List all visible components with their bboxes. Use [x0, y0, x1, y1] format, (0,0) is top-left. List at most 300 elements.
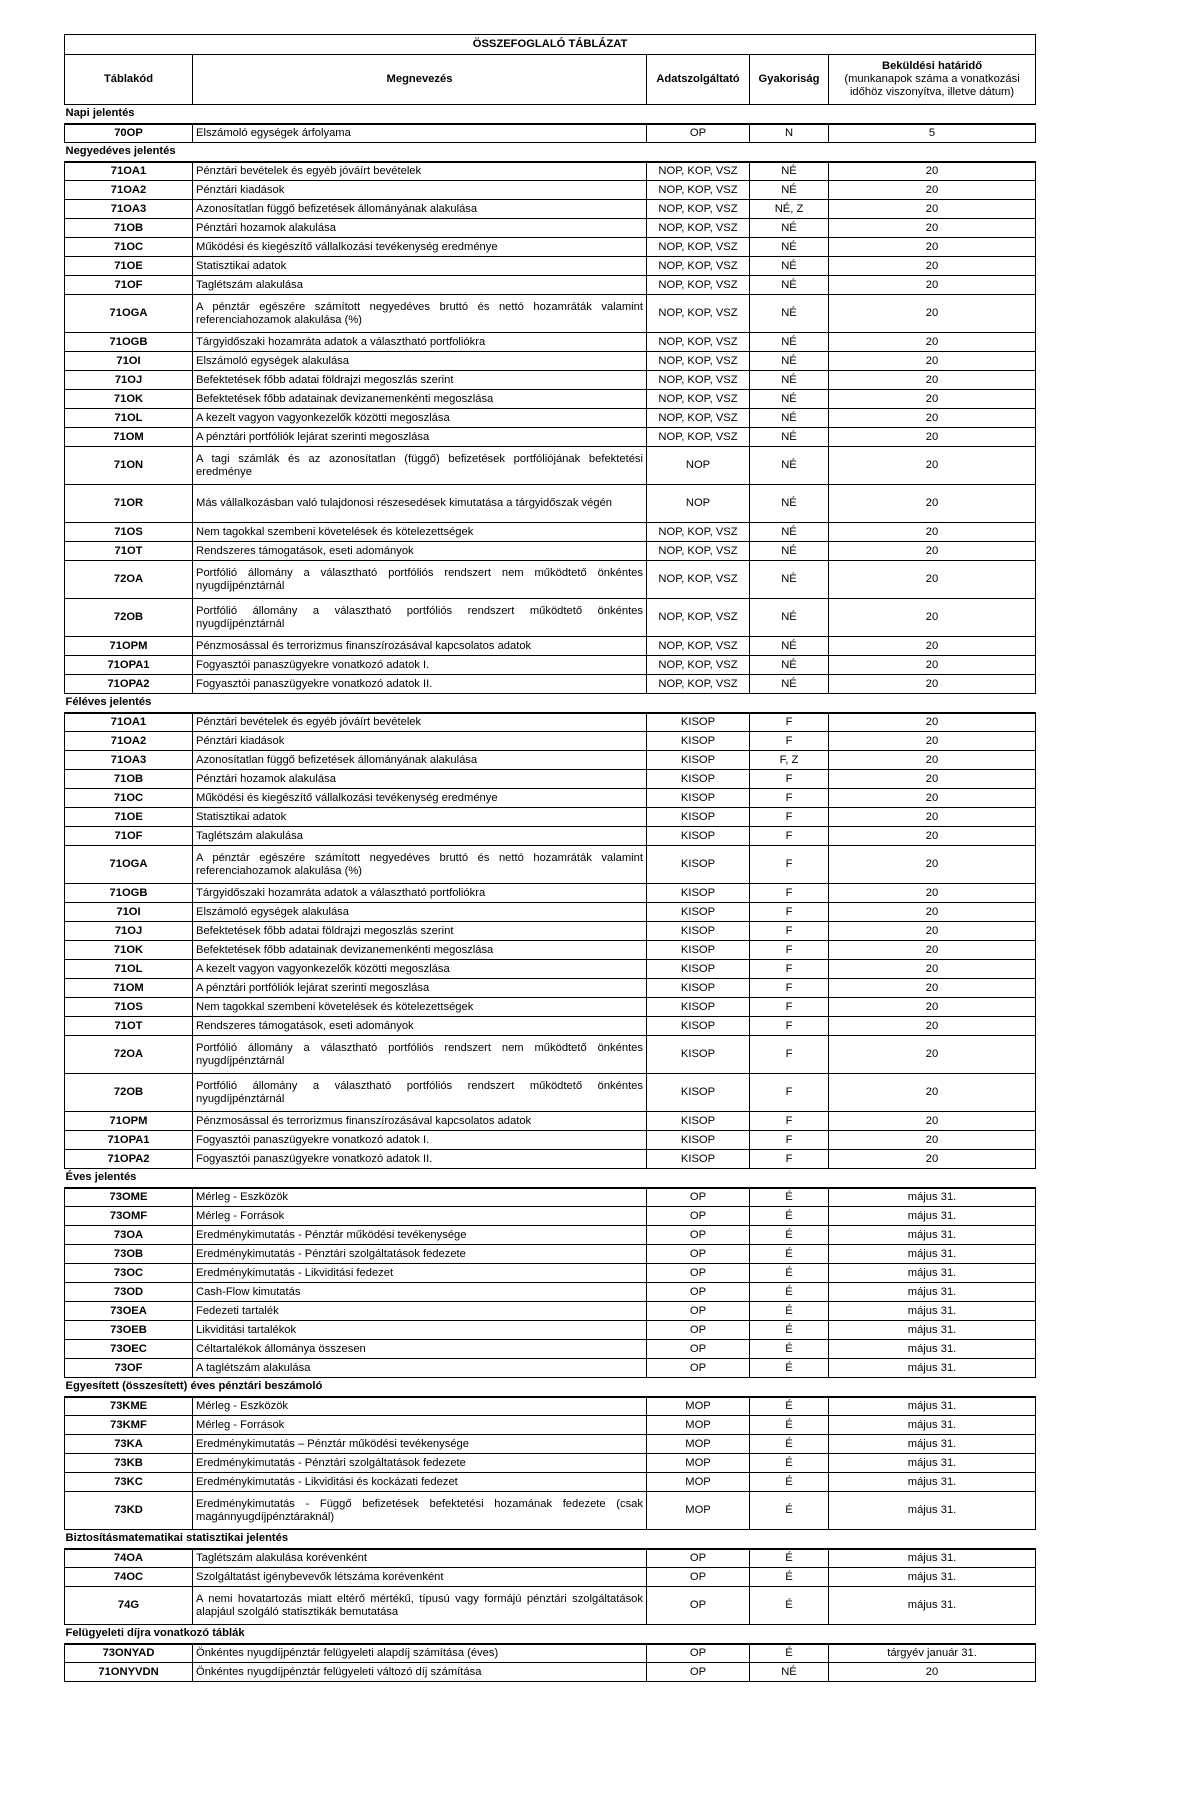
table-row	[65, 1340, 1036, 1359]
row-code: 71OB	[65, 219, 193, 238]
row-code: 71OGB	[65, 884, 193, 903]
row-provider: NOP	[647, 447, 750, 485]
row-name: Eredménykimutatás - Likviditási fedezet	[193, 1264, 647, 1283]
row-code: 71OE	[65, 257, 193, 276]
row-deadline: 20	[829, 1131, 1036, 1150]
table-row	[65, 1112, 1036, 1131]
table-row	[65, 599, 1036, 637]
row-frequency: F	[750, 808, 829, 827]
row-name: Statisztikai adatok	[193, 257, 647, 276]
table-row	[65, 1492, 1036, 1530]
row-name: Eredménykimutatás - Pénztári szolgáltatások fedezete	[193, 1454, 647, 1473]
row-name: Cash-Flow kimutatás	[193, 1283, 647, 1302]
row-name: Mérleg - Eszközök	[193, 1397, 647, 1416]
row-deadline: május 31.	[829, 1454, 1036, 1473]
row-deadline: május 31.	[829, 1188, 1036, 1207]
row-code: 73KB	[65, 1454, 193, 1473]
row-deadline: 20	[829, 200, 1036, 219]
row-deadline: 20	[829, 979, 1036, 998]
row-frequency: NÉ	[750, 599, 829, 637]
row-deadline: május 31.	[829, 1207, 1036, 1226]
row-deadline: 20	[829, 827, 1036, 846]
section-row	[65, 1169, 1036, 1188]
row-frequency: NÉ	[750, 295, 829, 333]
row-code: 71ON	[65, 447, 193, 485]
row-name: Eredménykimutatás - Pénztári szolgáltatások fedezete	[193, 1245, 647, 1264]
row-deadline: 20	[829, 1150, 1036, 1169]
row-frequency: NÉ	[750, 238, 829, 257]
row-deadline: 20	[829, 162, 1036, 181]
row-frequency: NÉ	[750, 561, 829, 599]
row-deadline: május 31.	[829, 1283, 1036, 1302]
row-code: 71OGB	[65, 333, 193, 352]
row-frequency: É	[750, 1321, 829, 1340]
table-row	[65, 1226, 1036, 1245]
row-frequency: É	[750, 1587, 829, 1625]
row-provider: OP	[647, 1207, 750, 1226]
row-frequency: F	[750, 846, 829, 884]
row-deadline: 20	[829, 181, 1036, 200]
row-code: 71OT	[65, 1017, 193, 1036]
row-code: 71OE	[65, 808, 193, 827]
row-code: 71OPM	[65, 1112, 193, 1131]
row-deadline: 20	[829, 1074, 1036, 1112]
table-row	[65, 124, 1036, 143]
row-name: Fogyasztói panaszügyekre vonatkozó adatok I.	[193, 656, 647, 675]
row-deadline: 20	[829, 333, 1036, 352]
table-row	[65, 1416, 1036, 1435]
row-frequency: NÉ	[750, 181, 829, 200]
table-row	[65, 732, 1036, 751]
row-frequency: NÉ	[750, 656, 829, 675]
row-provider: MOP	[647, 1492, 750, 1530]
table-row	[65, 1036, 1036, 1074]
row-deadline: 20	[829, 276, 1036, 295]
table-row	[65, 1131, 1036, 1150]
table-row	[65, 637, 1036, 656]
row-code: 73OEA	[65, 1302, 193, 1321]
row-name: A pénztári portfóliók lejárat szerinti megoszlása	[193, 428, 647, 447]
row-provider: NOP, KOP, VSZ	[647, 599, 750, 637]
row-deadline: 20	[829, 485, 1036, 523]
row-code: 71OGA	[65, 295, 193, 333]
row-frequency: F	[750, 1017, 829, 1036]
row-code: 71ONYVDN	[65, 1663, 193, 1682]
row-code: 71OJ	[65, 371, 193, 390]
row-provider: NOP, KOP, VSZ	[647, 542, 750, 561]
row-provider: NOP, KOP, VSZ	[647, 181, 750, 200]
row-name: Befektetések főbb adatai földrajzi megoszlás szerint	[193, 371, 647, 390]
row-name: Statisztikai adatok	[193, 808, 647, 827]
row-provider: OP	[647, 1340, 750, 1359]
row-provider: KISOP	[647, 751, 750, 770]
row-provider: KISOP	[647, 1074, 750, 1112]
row-code: 71OK	[65, 941, 193, 960]
row-deadline: május 31.	[829, 1264, 1036, 1283]
row-name: Pénztári bevételek és egyéb jóváírt bevételek	[193, 162, 647, 181]
table-row	[65, 1549, 1036, 1568]
table-row	[65, 675, 1036, 694]
table-row	[65, 257, 1036, 276]
row-provider: OP	[647, 1264, 750, 1283]
row-frequency: F	[750, 998, 829, 1017]
table-row	[65, 238, 1036, 257]
row-code: 70OP	[65, 124, 193, 143]
table-row	[65, 770, 1036, 789]
row-name: Pénzmosással és terrorizmus finanszírozásával kapcsolatos adatok	[193, 1112, 647, 1131]
row-provider: NOP, KOP, VSZ	[647, 637, 750, 656]
row-frequency: É	[750, 1302, 829, 1321]
table-row	[65, 884, 1036, 903]
header-deadline-title: Beküldési határidő	[881, 60, 983, 72]
row-deadline: 20	[829, 732, 1036, 751]
table-row	[65, 1207, 1036, 1226]
table-row	[65, 390, 1036, 409]
row-code: 71OPA2	[65, 1150, 193, 1169]
row-provider: OP	[647, 1226, 750, 1245]
row-provider: OP	[647, 1302, 750, 1321]
row-name: Más vállalkozásban való tulajdonosi részesedések kimutatása a tárgyidőszak végén	[193, 485, 647, 523]
row-provider: NOP, KOP, VSZ	[647, 257, 750, 276]
row-name: A pénztári portfóliók lejárat szerinti megoszlása	[193, 979, 647, 998]
row-deadline: 20	[829, 1036, 1036, 1074]
row-provider: NOP, KOP, VSZ	[647, 352, 750, 371]
row-provider: NOP, KOP, VSZ	[647, 390, 750, 409]
row-provider: KISOP	[647, 1017, 750, 1036]
table-title: ÖSSZEFOGLALÓ TÁBLÁZAT	[65, 35, 1036, 55]
table-row	[65, 922, 1036, 941]
row-deadline: 20	[829, 447, 1036, 485]
table-row	[65, 447, 1036, 485]
section-row	[65, 694, 1036, 713]
row-code: 73OD	[65, 1283, 193, 1302]
row-code: 73KD	[65, 1492, 193, 1530]
row-provider: NOP, KOP, VSZ	[647, 675, 750, 694]
row-frequency: NÉ	[750, 675, 829, 694]
section-title: Napi jelentés	[65, 105, 1036, 124]
section-title: Biztosításmatematikai statisztikai jelentés	[65, 1530, 1036, 1549]
row-deadline: május 31.	[829, 1568, 1036, 1587]
row-name: Portfólió állomány a választható portfóliós rendszert nem működtető önkéntes nyugdíjpénztárnál	[193, 561, 647, 599]
row-frequency: É	[750, 1245, 829, 1264]
row-name: Pénztári kiadások	[193, 732, 647, 751]
row-provider: NOP, KOP, VSZ	[647, 295, 750, 333]
row-name: Fogyasztói panaszügyekre vonatkozó adatok I.	[193, 1131, 647, 1150]
row-deadline: május 31.	[829, 1549, 1036, 1568]
row-deadline: május 31.	[829, 1359, 1036, 1378]
row-name: Önkéntes nyugdíjpénztár felügyeleti alapdíj számítása (éves)	[193, 1644, 647, 1663]
row-code: 73OEC	[65, 1340, 193, 1359]
row-name: Nem tagokkal szembeni követelések és kötelezettségek	[193, 998, 647, 1017]
row-name: Szolgáltatást igénybevevők létszáma korévenként	[193, 1568, 647, 1587]
row-code: 73OC	[65, 1264, 193, 1283]
row-deadline: 20	[829, 352, 1036, 371]
table-row	[65, 1245, 1036, 1264]
row-deadline: május 31.	[829, 1492, 1036, 1530]
table-row	[65, 485, 1036, 523]
row-provider: NOP, KOP, VSZ	[647, 162, 750, 181]
row-code: 71OA3	[65, 751, 193, 770]
row-code: 73KC	[65, 1473, 193, 1492]
row-deadline: 20	[829, 599, 1036, 637]
row-frequency: É	[750, 1473, 829, 1492]
row-deadline: 20	[829, 637, 1036, 656]
row-code: 71OF	[65, 827, 193, 846]
row-provider: KISOP	[647, 884, 750, 903]
row-code: 74OA	[65, 1549, 193, 1568]
table-row	[65, 1454, 1036, 1473]
row-code: 71OPA2	[65, 675, 193, 694]
row-name: Mérleg - Források	[193, 1416, 647, 1435]
table-row	[65, 1283, 1036, 1302]
table-row	[65, 1017, 1036, 1036]
row-code: 71OJ	[65, 922, 193, 941]
row-provider: OP	[647, 1245, 750, 1264]
row-name: A taglétszám alakulása	[193, 1359, 647, 1378]
row-frequency: NÉ	[750, 352, 829, 371]
row-name: Nem tagokkal szembeni követelések és kötelezettségek	[193, 523, 647, 542]
row-frequency: F	[750, 979, 829, 998]
row-name: Rendszeres támogatások, eseti adományok	[193, 542, 647, 561]
row-name: Önkéntes nyugdíjpénztár felügyeleti változó díj számítása	[193, 1663, 647, 1682]
table-row	[65, 1473, 1036, 1492]
row-provider: KISOP	[647, 1150, 750, 1169]
row-frequency: F	[750, 922, 829, 941]
row-name: Pénztári hozamok alakulása	[193, 219, 647, 238]
row-code: 71OA1	[65, 713, 193, 732]
row-frequency: F	[750, 1131, 829, 1150]
row-deadline: 20	[829, 295, 1036, 333]
row-frequency: É	[750, 1397, 829, 1416]
row-provider: NOP, KOP, VSZ	[647, 409, 750, 428]
table-row	[65, 561, 1036, 599]
row-provider: NOP, KOP, VSZ	[647, 200, 750, 219]
header-provider: Adatszolgáltató	[647, 55, 750, 105]
row-code: 71OI	[65, 352, 193, 371]
row-code: 73KA	[65, 1435, 193, 1454]
row-frequency: É	[750, 1207, 829, 1226]
table-row	[65, 789, 1036, 808]
row-provider: MOP	[647, 1473, 750, 1492]
row-provider: NOP, KOP, VSZ	[647, 428, 750, 447]
row-frequency: NÉ	[750, 428, 829, 447]
table-row	[65, 1663, 1036, 1682]
row-provider: KISOP	[647, 713, 750, 732]
row-code: 72OB	[65, 1074, 193, 1112]
row-deadline: 20	[829, 922, 1036, 941]
row-provider: MOP	[647, 1435, 750, 1454]
row-frequency: NÉ	[750, 447, 829, 485]
row-provider: OP	[647, 1568, 750, 1587]
table-row	[65, 656, 1036, 675]
row-code: 73OMF	[65, 1207, 193, 1226]
row-frequency: N	[750, 124, 829, 143]
row-frequency: F	[750, 789, 829, 808]
row-name: A pénztár egészére számított negyedéves bruttó és nettó hozamráták valamint referenciahozamok alakulása (%)	[193, 295, 647, 333]
row-name: Elszámoló egységek árfolyama	[193, 124, 647, 143]
section-title: Féléves jelentés	[65, 694, 1036, 713]
row-name: Mérleg - Források	[193, 1207, 647, 1226]
row-deadline: 20	[829, 789, 1036, 808]
row-code: 71OC	[65, 789, 193, 808]
row-deadline: május 31.	[829, 1245, 1036, 1264]
row-frequency: É	[750, 1454, 829, 1473]
row-deadline: 5	[829, 124, 1036, 143]
row-name: A kezelt vagyon vagyonkezelők közötti megoszlása	[193, 409, 647, 428]
row-provider: OP	[647, 1549, 750, 1568]
table-row	[65, 295, 1036, 333]
row-frequency: F	[750, 770, 829, 789]
row-name: Befektetések főbb adatai földrajzi megoszlás szerint	[193, 922, 647, 941]
row-name: Céltartalékok állománya összesen	[193, 1340, 647, 1359]
row-code: 73OF	[65, 1359, 193, 1378]
row-provider: MOP	[647, 1454, 750, 1473]
row-code: 73OB	[65, 1245, 193, 1264]
row-deadline: május 31.	[829, 1587, 1036, 1625]
row-code: 71OS	[65, 523, 193, 542]
header-name: Megnevezés	[193, 55, 647, 105]
row-provider: KISOP	[647, 770, 750, 789]
table-row	[65, 542, 1036, 561]
row-provider: OP	[647, 1321, 750, 1340]
row-code: 71OC	[65, 238, 193, 257]
row-deadline: május 31.	[829, 1302, 1036, 1321]
row-frequency: NÉ	[750, 162, 829, 181]
row-name: Tárgyidőszaki hozamráta adatok a választható portfoliókra	[193, 884, 647, 903]
row-name: Fedezeti tartalék	[193, 1302, 647, 1321]
row-provider: OP	[647, 124, 750, 143]
row-deadline: május 31.	[829, 1435, 1036, 1454]
row-deadline: 20	[829, 1112, 1036, 1131]
row-provider: KISOP	[647, 1036, 750, 1074]
row-code: 71OPA1	[65, 656, 193, 675]
row-name: Fogyasztói panaszügyekre vonatkozó adatok II.	[193, 1150, 647, 1169]
row-code: 71OS	[65, 998, 193, 1017]
row-name: Portfólió állomány a választható portfóliós rendszert működtető önkéntes nyugdíjpénztárnál	[193, 599, 647, 637]
row-name: Mérleg - Eszközök	[193, 1188, 647, 1207]
row-frequency: É	[750, 1226, 829, 1245]
row-code: 73ONYAD	[65, 1644, 193, 1663]
row-frequency: F	[750, 884, 829, 903]
row-code: 72OB	[65, 599, 193, 637]
row-deadline: 20	[829, 371, 1036, 390]
header-frequency: Gyakoriság	[750, 55, 829, 105]
row-name: A pénztár egészére számított negyedéves bruttó és nettó hozamráták valamint referenciahozamok alakulása (%)	[193, 846, 647, 884]
row-deadline: 20	[829, 238, 1036, 257]
row-frequency: F, Z	[750, 751, 829, 770]
row-name: Taglétszám alakulása	[193, 276, 647, 295]
row-name: Portfólió állomány a választható portfóliós rendszert nem működtető önkéntes nyugdíjpénztárnál	[193, 1036, 647, 1074]
row-provider: NOP	[647, 485, 750, 523]
row-frequency: NÉ	[750, 485, 829, 523]
table-row	[65, 523, 1036, 542]
row-frequency: NÉ	[750, 371, 829, 390]
row-frequency: É	[750, 1568, 829, 1587]
table-row	[65, 1150, 1036, 1169]
table-row	[65, 219, 1036, 238]
row-deadline: 20	[829, 998, 1036, 1017]
row-deadline: május 31.	[829, 1226, 1036, 1245]
row-frequency: É	[750, 1359, 829, 1378]
table-row	[65, 276, 1036, 295]
row-frequency: NÉ	[750, 542, 829, 561]
row-code: 73OME	[65, 1188, 193, 1207]
row-provider: KISOP	[647, 808, 750, 827]
row-provider: NOP, KOP, VSZ	[647, 561, 750, 599]
row-provider: KISOP	[647, 998, 750, 1017]
row-provider: NOP, KOP, VSZ	[647, 656, 750, 675]
row-name: Működési és kiegészítő vállalkozási tevékenység eredménye	[193, 238, 647, 257]
row-frequency: É	[750, 1416, 829, 1435]
row-deadline: 20	[829, 884, 1036, 903]
row-code: 71OPM	[65, 637, 193, 656]
row-provider: KISOP	[647, 827, 750, 846]
row-provider: OP	[647, 1188, 750, 1207]
row-provider: NOP, KOP, VSZ	[647, 333, 750, 352]
row-provider: OP	[647, 1663, 750, 1682]
row-code: 73OA	[65, 1226, 193, 1245]
row-name: Eredménykimutatás - Pénztár működési tevékenysége	[193, 1226, 647, 1245]
row-provider: KISOP	[647, 960, 750, 979]
row-frequency: F	[750, 903, 829, 922]
row-provider: KISOP	[647, 732, 750, 751]
row-name: Pénztári kiadások	[193, 181, 647, 200]
row-frequency: F	[750, 713, 829, 732]
row-name: Befektetések főbb adatainak devizanemenkénti megoszlása	[193, 941, 647, 960]
row-frequency: F	[750, 941, 829, 960]
table-row	[65, 1359, 1036, 1378]
table-row	[65, 751, 1036, 770]
row-name: A nemi hovatartozás miatt eltérő mértékű, típusú vagy formájú pénztári szolgáltatások alapjául szolgáló statisztikák bemutatása	[193, 1587, 647, 1625]
table-row	[65, 1587, 1036, 1625]
row-code: 71OB	[65, 770, 193, 789]
table-row	[65, 1435, 1036, 1454]
summary-table	[64, 34, 1036, 1682]
row-deadline: 20	[829, 713, 1036, 732]
row-name: A tagi számlák és az azonosítatlan (függő) befizetések portfóliójának befektetési eredménye	[193, 447, 647, 485]
table-row	[65, 1321, 1036, 1340]
row-name: Elszámoló egységek alakulása	[193, 903, 647, 922]
row-deadline: 20	[829, 409, 1036, 428]
row-deadline: 20	[829, 523, 1036, 542]
row-name: Taglétszám alakulása	[193, 827, 647, 846]
row-name: A kezelt vagyon vagyonkezelők közötti megoszlása	[193, 960, 647, 979]
table-row	[65, 960, 1036, 979]
table-row	[65, 903, 1036, 922]
section-title: Éves jelentés	[65, 1169, 1036, 1188]
row-deadline: 20	[829, 903, 1036, 922]
table-row	[65, 352, 1036, 371]
row-frequency: É	[750, 1188, 829, 1207]
row-code: 71OF	[65, 276, 193, 295]
table-row	[65, 181, 1036, 200]
row-code: 74OC	[65, 1568, 193, 1587]
row-name: Befektetések főbb adatainak devizanemenkénti megoszlása	[193, 390, 647, 409]
header-deadline-note: (munkanapok száma a vonatkozási időhöz viszonyítva, illetve dátum)	[844, 73, 1020, 98]
row-provider: NOP, KOP, VSZ	[647, 371, 750, 390]
row-name: Elszámoló egységek alakulása	[193, 352, 647, 371]
table-row	[65, 979, 1036, 998]
row-provider: NOP, KOP, VSZ	[647, 276, 750, 295]
row-name: Tárgyidőszaki hozamráta adatok a választható portfoliókra	[193, 333, 647, 352]
row-provider: KISOP	[647, 1112, 750, 1131]
row-frequency: F	[750, 1074, 829, 1112]
table-row	[65, 409, 1036, 428]
table-row	[65, 827, 1036, 846]
row-name: Portfólió állomány a választható portfóliós rendszert működtető önkéntes nyugdíjpénztárnál	[193, 1074, 647, 1112]
row-provider: OP	[647, 1359, 750, 1378]
table-row	[65, 162, 1036, 181]
